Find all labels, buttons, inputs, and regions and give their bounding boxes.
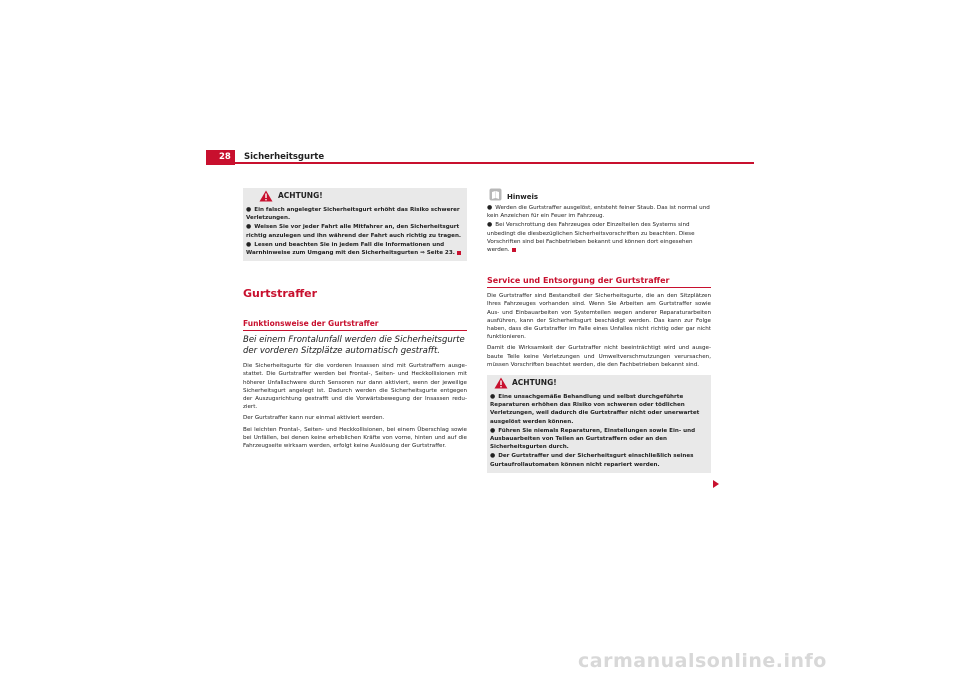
warning-item: ● Lesen und beachten Sie in jedem Fall die Informationen und Warnhinweise zum Umgang mit den Sicherheitsgurten ⇒ Seite 23. [246,241,464,257]
subheading-service: Service und Entsorgung der Gurtstraffer [487,276,711,288]
header-rule [206,162,754,164]
warning-header [246,188,464,206]
bullet-icon: ● [487,221,493,229]
bullet-icon: ● [246,206,252,213]
paragraph: Bei leichten Frontal-, Seiten- und Heckkollisionen, bei einem Überschlag sowie bei Unfällen, bei denen keine erheblichen Kräfte von vorne, hinten und auf die Fahrzeugseite wirksam werden, erfolgt keine Auslösung der Gurtstraffer. [243,426,467,450]
right-column [487,188,711,473]
bullet-icon: ● [490,452,496,460]
continue-arrow-icon [713,480,719,488]
bullet-icon: ● [246,223,252,231]
note-item: ● Bei Verschrottung des Fahrzeuges oder Einzelteilen des Systems sind unbedingt die diesbezüglichen Sicherheitsvorschriften zu beachten. Diese Vorschriften sind bei Fachbetrieben bekannt und können dort eingesehen werden. [487,221,695,254]
paragraph: Die Gurtstraffer sind Bestandteil der Sicherheitsgurte, die an den Sitzplätzen Ihres Fahrzeuges vorhanden sind. Wenn Sie Arbeiten am Gurtstraffer sowie Aus- und Einbauarbeiten von Systemteilen wegen anderer Reparaturarbeiten ausführen, kann der Sicherheitsgurt beschädigt werden. Das kann zur Folge haben, dass die Gurtstraffer im Falle eines Unfalles nicht richtig oder gar nicht funktionieren. [487,293,711,341]
bullet-icon: ● [490,393,496,401]
warning-title: ACHTUNG! [278,191,323,200]
watermark: carmanualsonline.info [578,650,827,672]
note-title: Hinweis [507,193,539,201]
bullet-icon: ● [487,204,493,211]
paragraph: Der Gurtstraffer kann nur einmal aktiviert werden. [243,415,385,422]
warning-item: ● Ein falsch angelegter Sicherheitsgurt erhöht das Risiko schwerer Verletzungen. [246,206,460,222]
bullet-icon: ● [490,426,496,434]
heading-gurtstraffer: Gurtstraffer [243,287,317,301]
warning-item: ● Weisen Sie vor jeder Fahrt alle Mitfahrer an, den Sicherheitsgurt richtig anzulegen und ihn während der Fahrt auch richtig zu tragen. [246,223,462,239]
warning-item: ● Führen Sie niemals Reparaturen, Einstellungen sowie Ein- und Ausbauarbeiten von Teilen an Gurtstraffern oder an den Sicherheitsgurten durch. [490,426,696,451]
warning-box-1 [243,188,467,261]
page-number: 28 [206,150,235,165]
lead-text: Bei einem Frontalunfall werden die Sicherheitsgurte der vorderen Sitzplätze automatisch gestrafft. [243,335,465,357]
left-column [243,188,467,453]
note-item: ● Werden die Gurtstraffer ausgelöst, entsteht feiner Staub. Das ist normal und kein Anzeichen für ein Feuer im Fahrzeug. [487,204,710,220]
warning-item: ● Eine unsachgemäße Behandlung und selbst durchgeführte Reparaturen erhöhen das Risiko von schweren oder tödlichen Verletzungen, weil dadurch die Gurtstraffer nicht oder unerwartet ausgelöst werden können. [490,393,700,425]
warning-item: ● Der Gurtstraffer und der Sicherheitsgurt einschließlich seines Gurtaufrollautomaten können nicht repariert werden. [490,452,694,468]
warning-title: ACHTUNG! [512,378,557,388]
warning-header [490,375,708,393]
paragraph: Damit die Wirksamkeit der Gurtstraffer nicht beeinträchtigt wird und ausgebaute Teile keine Verletzungen und Umweltverschmutzungen verursachen, müssen Vorschriften beachtet werden, die den Fachbetrieben bekannt sind. [487,345,711,368]
end-mark-icon [457,251,461,255]
section-title: Sicherheitsgurte [244,152,325,162]
subheading-funktionsweise: Funktionsweise der Gurtstraffer [243,319,467,331]
note-book-icon [489,188,502,201]
warning-triangle-icon [494,377,508,389]
warning-box-2 [487,375,711,473]
bullet-icon: ● [246,240,252,248]
warning-triangle-icon [259,190,273,202]
paragraph: Die Sicherheitsgurte für die vorderen Insassen sind mit Gurtstraffern ausgestattet. Die Gurtstraffer werden bei Frontal-, Seiten- und Heckkollisionen mit höherer Unfallschwere durch Sensoren nur dann aktiviert, wenn der jeweilige Sicherheitsgurt angelegt ist. Dadurch werden die Sicherheitsgurte entgegen der Auszugsrichtung gestrafft und die Vorwärtsbewegung der Insassen reduziert. [243,363,467,411]
note-header [487,188,711,204]
end-mark-icon [512,248,516,252]
